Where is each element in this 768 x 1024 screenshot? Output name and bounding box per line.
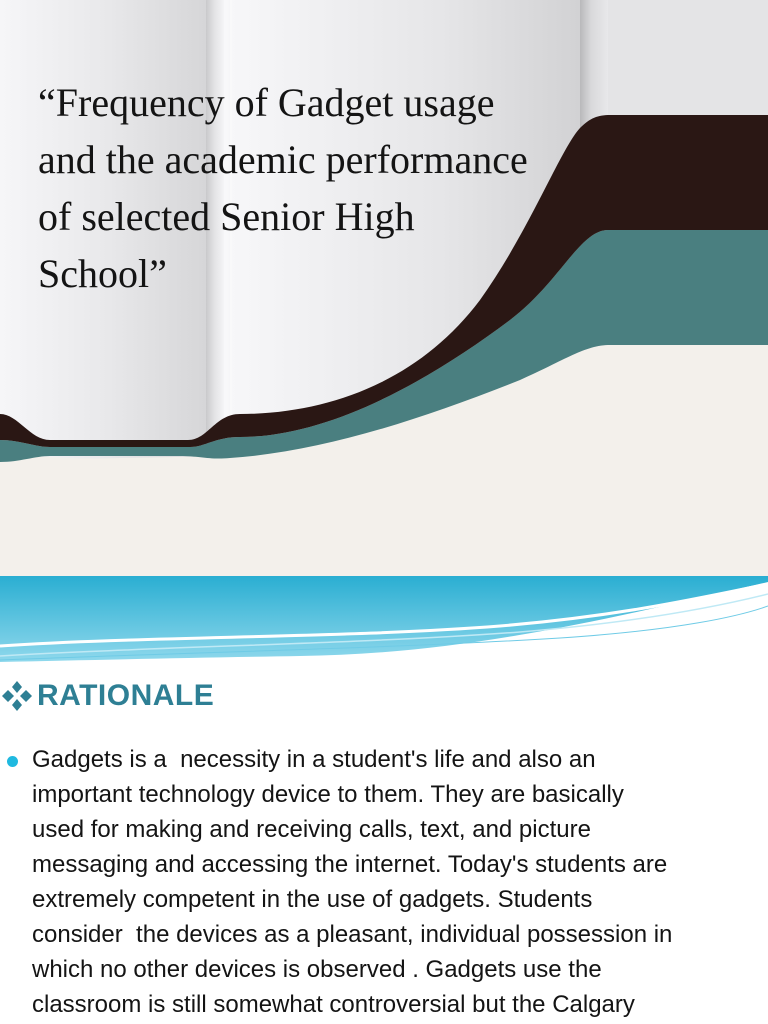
- paragraph-line: which no other devices is observed . Gadgets use the: [32, 956, 602, 983]
- four-diamond-bullet-icon: [0, 679, 34, 713]
- paragraph-line: classroom is still somewhat controversial but the Calgary: [32, 991, 635, 1018]
- paragraph-line: important technology device to them. They are basically: [32, 781, 624, 808]
- rationale-bullet: [7, 742, 747, 1022]
- paragraph-line: messaging and accessing the internet. Today's students are: [32, 851, 668, 878]
- paragraph-line: Gadgets is a necessity in a student's life and also an: [32, 746, 596, 773]
- wave-decoration: [0, 576, 768, 666]
- paragraph-line: consider the devices as a pleasant, individual possession in: [32, 921, 673, 948]
- paragraph-line: used for making and receiving calls, text, and picture: [32, 816, 591, 843]
- rationale-heading: [0, 676, 214, 716]
- round-bullet-icon: [7, 756, 18, 767]
- slide-title: “Frequency of Gadget usage and the academic performance of selected Senior High School”: [38, 80, 528, 296]
- paragraph-line: extremely competent in the use of gadgets. Students: [32, 886, 593, 913]
- rationale-paragraph: [32, 742, 747, 1022]
- rationale-heading-text: RATIONALE: [37, 679, 215, 712]
